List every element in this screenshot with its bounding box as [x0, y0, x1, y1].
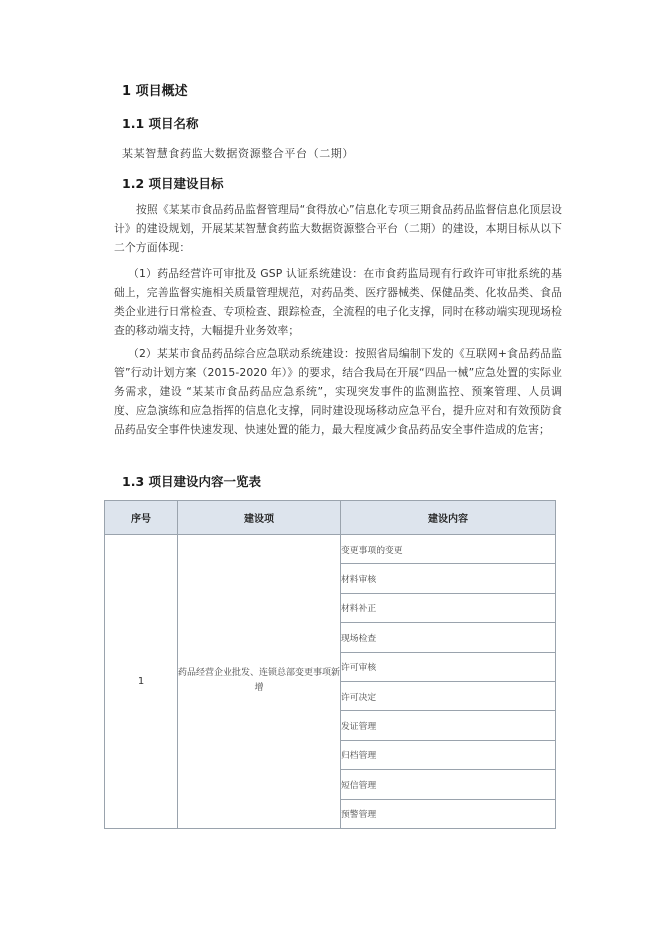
content-table: [104, 500, 556, 829]
header-item: 建设项: [178, 501, 341, 535]
content-cell: 许可审核: [341, 652, 556, 681]
content-cell: 现场检查: [341, 623, 556, 652]
content-cell: 许可决定: [341, 681, 556, 710]
section-heading: 1 项目概述: [122, 84, 188, 99]
row-index-cell: 1: [105, 535, 178, 829]
row-item-cell: 药品经营企业批发、连锁总部变更事项新增: [178, 535, 341, 829]
content-cell: 材料补正: [341, 593, 556, 622]
subsection-heading-project-name: 1.1 项目名称: [122, 116, 199, 131]
table-row: [105, 535, 556, 564]
subsection-heading-goals: 1.2 项目建设目标: [122, 176, 224, 191]
goals-intro-paragraph: 按照《某某市食品药品监督管理局“食得放心”信息化专项三期食品药品监督信息化顶层设计》的建设规划，开展某某智慧食药监大数据资源整合平台（二期）的建设，本期目标从以下二个方面体现：: [114, 203, 562, 254]
header-index: 序号: [105, 501, 178, 535]
content-cell: 发证管理: [341, 711, 556, 740]
table-header-row: [105, 501, 556, 535]
goals-item-1-paragraph: （1）药品经营许可审批及 GSP 认证系统建设：在市食药监局现有行政许可审批系统的基础上，完善监督实施相关质量管理规范，对药品类、医疗器械类、保健品类、化妆品类、食品类企业进行日常检查、专项检查、跟踪检查，全流程的电子化支撑，同时在移动端实现现场检查的移动端支持，大幅提升业务效率；: [114, 267, 562, 337]
content-cell: 材料审核: [341, 564, 556, 593]
project-name-text: 某某智慧食药监大数据资源整合平台（二期）: [122, 147, 354, 160]
content-cell: 变更事项的变更: [341, 535, 556, 564]
content-cell: 预警管理: [341, 799, 556, 828]
subsection-heading-content-table: 1.3 项目建设内容一览表: [122, 474, 261, 489]
header-content: 建设内容: [341, 501, 556, 535]
goals-item-2-paragraph: （2）某某市食品药品综合应急联动系统建设：按照省局编制下发的《互联网+食品药品监管”行动计划方案（2015-2020 年）》的要求，结合我局在开展“四品一械”应急处置的实际业务需求，建设 “某某市食品药品应急系统”，实现突发事件的监测监控、预案管理、人员调度、应急演练和应急指挥的信息化支撑，同时建设现场移动应急平台，提升应对和有效预防食品药品安全事件快速发现、快速处置的能力，最大程度减少食品药品安全事件造成的危害；: [114, 347, 562, 436]
content-cell: 归档管理: [341, 740, 556, 769]
content-cell: 短信管理: [341, 770, 556, 799]
